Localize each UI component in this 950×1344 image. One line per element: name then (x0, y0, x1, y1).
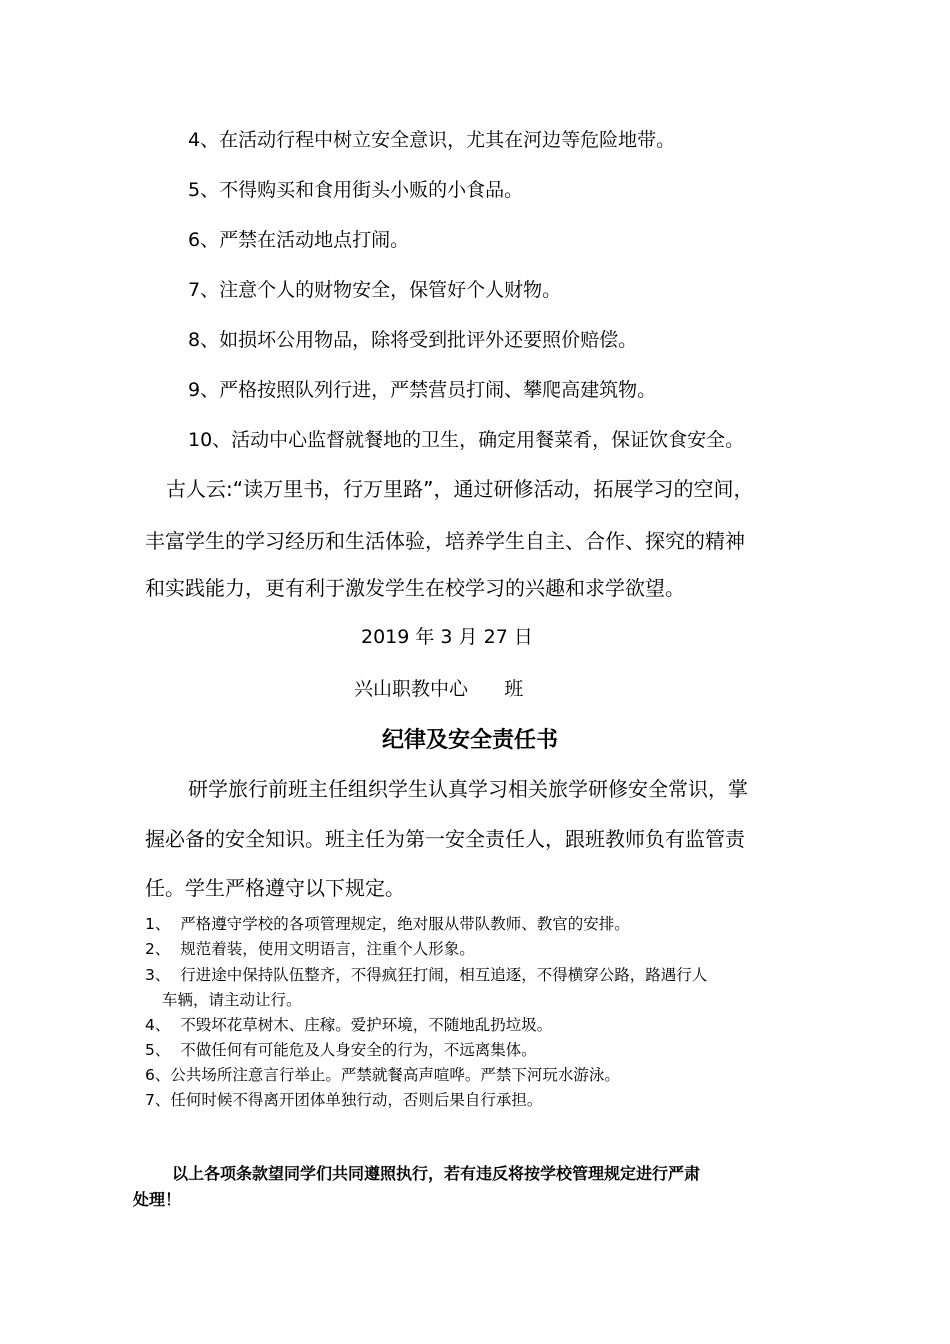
rule-7: 7、任何时候不得离开团体单独行动，否则后果自行承担。 (145, 1091, 543, 1109)
quote-para-line-1: 古人云:“读万里书，行万里路”，通过研修活动，拓展学习的空间， (166, 477, 754, 501)
rule-5: 5、 不做任何有可能危及人身安全的行为，不远离集体。 (145, 1041, 537, 1059)
item-10: 10、活动中心监督就餐地的卫生，确定用餐菜肴，保证饮食安全。 (188, 429, 745, 451)
rule-6: 6、公共场所注意言行举止。严禁就餐高声喧哗。严禁下河玩水游泳。 (145, 1066, 620, 1084)
item-6: 6、严禁在活动地点打闹。 (188, 229, 410, 251)
date: 2019 年 3 月 27 日 (361, 626, 533, 648)
rule-2: 2、 规范着装，使用文明语言，注重个人形象。 (145, 940, 475, 958)
rule-1: 1、 严格遵守学校的各项管理规定，绝对服从带队教师、教官的安排。 (145, 915, 630, 933)
intro-para-line-2: 握必备的安全知识。班主任为第一安全责任人，跟班教师负有监管责 (145, 827, 745, 851)
item-8: 8、如损坏公用物品，除将受到批评外还要照价赔偿。 (188, 329, 638, 351)
doc-title: 纪律及安全责任书 (382, 728, 559, 753)
item-4: 4、在活动行程中树立安全意识，尤其在河边等危险地带。 (188, 129, 676, 151)
quote-para-line-3: 和实践能力，更有利于激发学生在校学习的兴趣和求学欲望。 (145, 576, 685, 600)
quote-para-line-2: 丰富学生的学习经历和生活体验，培养学生自主、合作、探究的精神 (145, 529, 745, 553)
closing-line-2: 处理！ (133, 1190, 182, 1209)
rule-3-continued: 车辆，请主动让行。 (162, 991, 302, 1009)
item-5: 5、不得购买和食用街头小贩的小食品。 (188, 179, 524, 201)
organization: 兴山职教中心 班 (354, 678, 524, 700)
intro-para-line-1: 研学旅行前班主任组织学生认真学习相关旅学研修安全常识，掌 (188, 777, 748, 801)
closing-line-1: 以上各项条款望同学们共同遵照执行，若有违反将按学校管理规定进行严肃 (172, 1164, 701, 1183)
item-9: 9、严格按照队列行进，严禁营员打闹、攀爬高建筑物。 (188, 379, 657, 401)
item-7: 7、注意个人的财物安全，保管好个人财物。 (188, 279, 562, 301)
intro-para-line-3: 任。学生严格遵守以下规定。 (145, 876, 405, 900)
rule-4: 4、 不毁坏花草树木、庄稼。爱护环境，不随地乱扔垃圾。 (145, 1016, 553, 1034)
rule-3: 3、 行进途中保持队伍整齐，不得疯狂打闹，相互追逐，不得横穿公路，路遇行人 (145, 966, 708, 984)
